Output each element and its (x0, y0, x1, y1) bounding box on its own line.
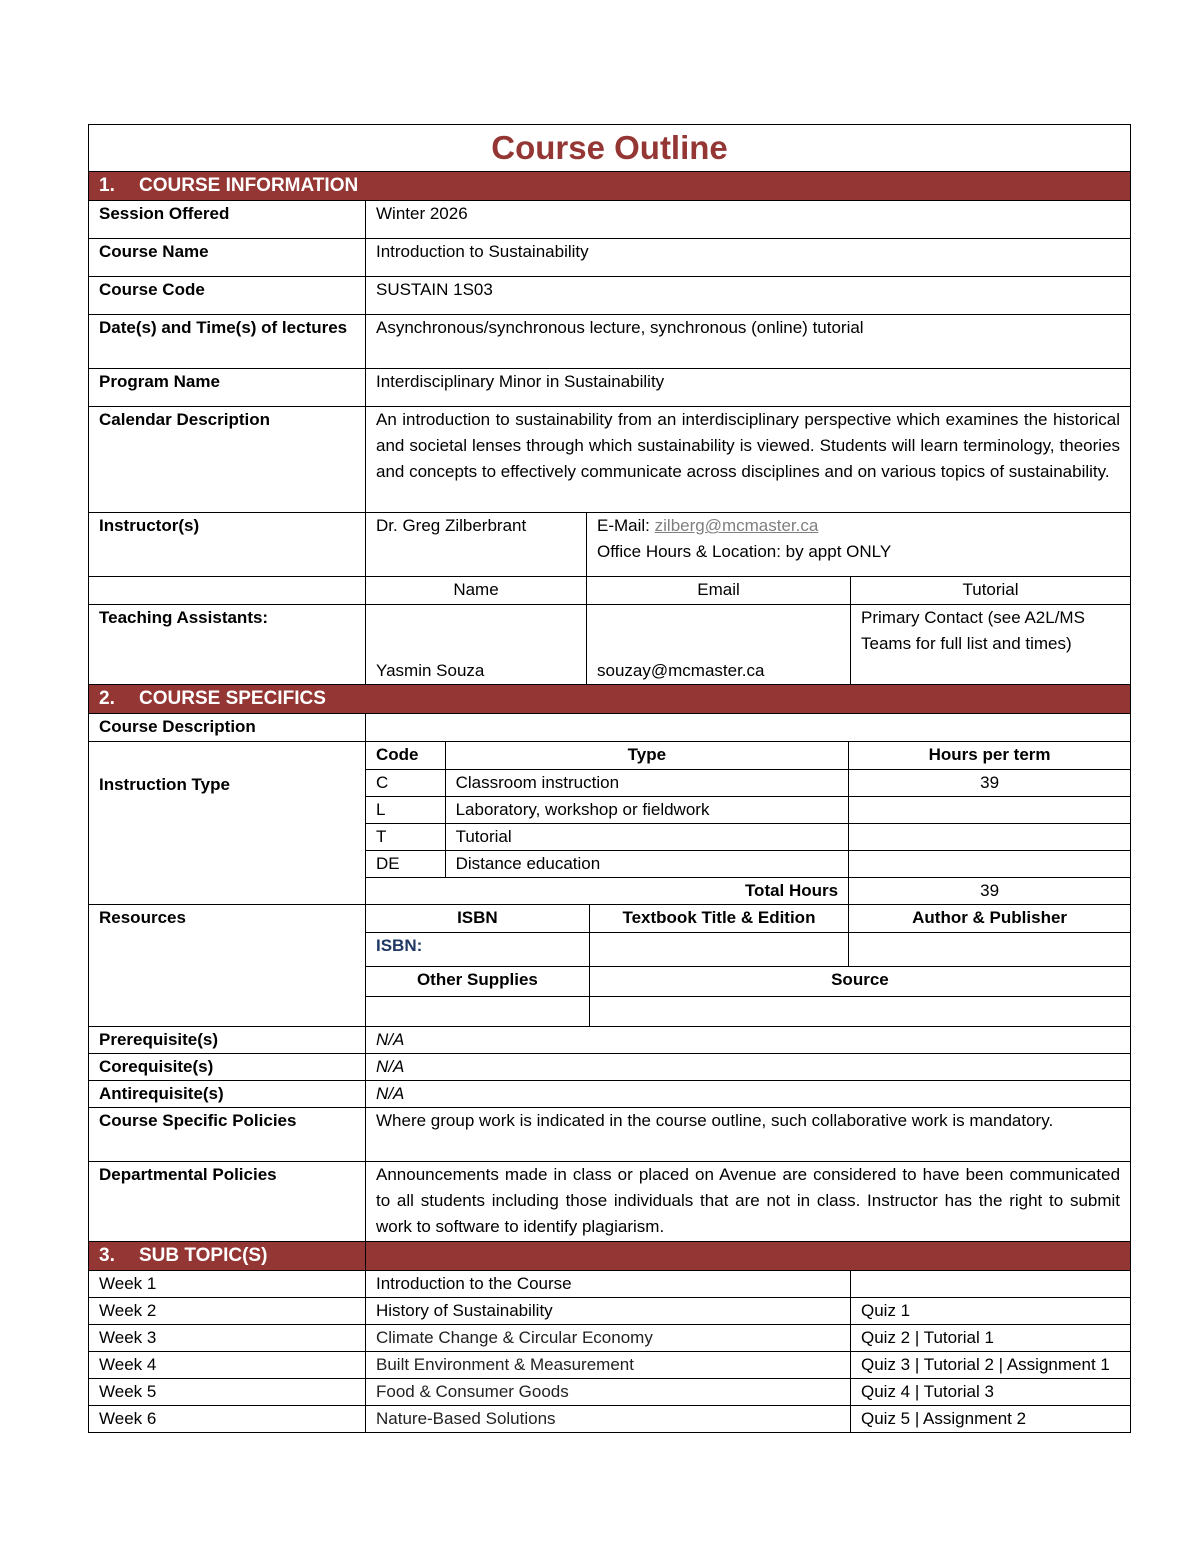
section-header-sub-topics (89, 1242, 1131, 1271)
week-assessment: Quiz 5 | Assignment 2 (851, 1406, 1131, 1433)
course-description-label: Course Description (89, 714, 366, 742)
section-title: COURSE SPECIFICS (139, 688, 326, 709)
table-row (366, 769, 1130, 796)
section-title: COURSE INFORMATION (139, 175, 359, 196)
section-header-course-specifics (89, 685, 1131, 714)
section-header-course-information (89, 172, 1131, 201)
isbn-value: ISBN: (366, 932, 589, 966)
instruction-header-type: Type (445, 742, 849, 769)
instructor-email-link[interactable]: zilberg@mcmaster.ca (654, 516, 819, 535)
resources-cell (366, 905, 1131, 1027)
office-hours: Office Hours & Location: by appt ONLY (597, 542, 892, 561)
week-label: Week 5 (89, 1379, 366, 1406)
instruction-code: C (366, 769, 445, 796)
week-label: Week 2 (89, 1298, 366, 1325)
document-title: Course Outline (89, 125, 1131, 172)
instruction-hours (849, 850, 1130, 877)
ta-email: souzay@mcmaster.ca (587, 605, 851, 685)
row-calendar-description (89, 407, 1131, 513)
source-value (589, 996, 1130, 1026)
instruction-hours (849, 796, 1130, 823)
row-teaching-assistants (89, 605, 1131, 685)
calendar-value: An introduction to sustainability from an interdisciplinary perspective which examines the historical and societal lenses through which sustainability is viewed. Students will learn terminology, theories and concepts to effectively communicate across disciplines and on various topics of sustainability. (366, 407, 1131, 513)
instruction-header-hours: Hours per term (849, 742, 1130, 769)
coreq-value: N/A (366, 1054, 1131, 1081)
week-row (89, 1352, 1131, 1379)
ta-header-empty (89, 577, 366, 605)
antireq-value: N/A (366, 1081, 1131, 1108)
instruction-table (366, 742, 1130, 904)
supplies-header: Other Supplies (366, 966, 589, 996)
dates-value: Asynchronous/synchronous lecture, synchronous (online) tutorial (366, 315, 1131, 369)
table-row (366, 850, 1130, 877)
instruction-code: T (366, 823, 445, 850)
table-row (366, 796, 1130, 823)
week-label: Week 1 (89, 1271, 366, 1298)
instruction-code: DE (366, 850, 445, 877)
week-label: Week 4 (89, 1352, 366, 1379)
week-assessment: Quiz 3 | Tutorial 2 | Assignment 1 (851, 1352, 1131, 1379)
course-policies-label: Course Specific Policies (89, 1108, 366, 1162)
week-row (89, 1325, 1131, 1352)
resource-header-title: Textbook Title & Edition (589, 905, 848, 932)
total-hours-row (366, 877, 1130, 904)
row-course-description (89, 714, 1131, 742)
supplies-value (366, 996, 589, 1026)
instructor-name: Dr. Greg Zilberbrant (366, 513, 587, 577)
instruction-type-label: Instruction Type (89, 742, 366, 905)
row-corequisites (89, 1054, 1131, 1081)
course-outline-table (88, 124, 1131, 1433)
ta-header-tutorial: Tutorial (851, 577, 1131, 605)
ta-header-name: Name (366, 577, 587, 605)
course-code-label: Course Code (89, 277, 366, 315)
section-header-blank (366, 1242, 1131, 1271)
section-number: 3. (99, 1245, 115, 1266)
week-row (89, 1271, 1131, 1298)
resource-header-author: Author & Publisher (849, 905, 1130, 932)
instruction-code: L (366, 796, 445, 823)
section-number: 1. (99, 175, 115, 196)
row-instructor (89, 513, 1131, 577)
coreq-label: Corequisite(s) (89, 1054, 366, 1081)
week-row (89, 1298, 1131, 1325)
row-antirequisites (89, 1081, 1131, 1108)
session-label: Session Offered (89, 201, 366, 239)
prereq-value: N/A (366, 1027, 1131, 1054)
week-topic: Built Environment & Measurement (366, 1352, 851, 1379)
row-course-code (89, 277, 1131, 315)
dept-policies-value: Announcements made in class or placed on Avenue are considered to have been communicated to all students including those individuals that are not in class. Instructor has the right to submit work to software to identify plagiarism. (366, 1162, 1131, 1242)
resources-table (366, 905, 1130, 1026)
week-topic: Climate Change & Circular Economy (366, 1325, 851, 1352)
row-course-specific-policies (89, 1108, 1131, 1162)
row-departmental-policies (89, 1162, 1131, 1242)
instruction-type: Classroom instruction (445, 769, 849, 796)
instruction-hours (849, 823, 1130, 850)
course-name-value: Introduction to Sustainability (366, 239, 1131, 277)
author-publisher-value (849, 932, 1130, 966)
instruction-hours: 39 (849, 769, 1130, 796)
course-policies-value: Where group work is indicated in the course outline, such collaborative work is mandatory. (366, 1108, 1131, 1162)
week-assessment: Quiz 4 | Tutorial 3 (851, 1379, 1131, 1406)
row-prerequisites (89, 1027, 1131, 1054)
week-row (89, 1406, 1131, 1433)
week-assessment (851, 1271, 1131, 1298)
dept-policies-label: Departmental Policies (89, 1162, 366, 1242)
total-hours-label: Total Hours (366, 877, 849, 904)
week-label: Week 3 (89, 1325, 366, 1352)
section-title: SUB TOPIC(S) (139, 1245, 268, 1266)
email-label: E-Mail: (597, 516, 650, 535)
textbook-title-value (589, 932, 848, 966)
week-assessment: Quiz 1 (851, 1298, 1131, 1325)
dates-label: Date(s) and Time(s) of lectures (89, 315, 366, 369)
week-topic: Introduction to the Course (366, 1271, 851, 1298)
program-value: Interdisciplinary Minor in Sustainability (366, 369, 1131, 407)
week-label: Week 6 (89, 1406, 366, 1433)
instruction-type: Distance education (445, 850, 849, 877)
week-assessment: Quiz 2 | Tutorial 1 (851, 1325, 1131, 1352)
row-dates-times (89, 315, 1131, 369)
row-program-name (89, 369, 1131, 407)
ta-label: Teaching Assistants: (89, 605, 366, 685)
instruction-type: Laboratory, workshop or fieldwork (445, 796, 849, 823)
course-code-value: SUSTAIN 1S03 (366, 277, 1131, 315)
instructor-label: Instructor(s) (89, 513, 366, 577)
ta-tutorial: Primary Contact (see A2L/MS Teams for full list and times) (851, 605, 1131, 685)
resource-header-isbn: ISBN (366, 905, 589, 932)
course-outline-document (88, 124, 1130, 1433)
week-topic: Food & Consumer Goods (366, 1379, 851, 1406)
course-description-value (366, 714, 1131, 742)
week-row (89, 1379, 1131, 1406)
ta-name: Yasmin Souza (366, 605, 587, 685)
resources-label: Resources (89, 905, 366, 1027)
antireq-label: Antirequisite(s) (89, 1081, 366, 1108)
week-topic: Nature-Based Solutions (366, 1406, 851, 1433)
instruction-type-cell (366, 742, 1131, 905)
instruction-header-code: Code (366, 742, 445, 769)
course-name-label: Course Name (89, 239, 366, 277)
prereq-label: Prerequisite(s) (89, 1027, 366, 1054)
week-topic: History of Sustainability (366, 1298, 851, 1325)
instructor-contact (587, 513, 1131, 577)
session-value: Winter 2026 (366, 201, 1131, 239)
row-session-offered (89, 201, 1131, 239)
row-ta-headers (89, 577, 1131, 605)
row-instruction-type (89, 742, 1131, 905)
ta-header-email: Email (587, 577, 851, 605)
row-resources (89, 905, 1131, 1027)
program-label: Program Name (89, 369, 366, 407)
section-number: 2. (99, 688, 115, 709)
total-hours-value: 39 (849, 877, 1130, 904)
table-row (366, 823, 1130, 850)
instruction-type: Tutorial (445, 823, 849, 850)
source-header: Source (589, 966, 1130, 996)
calendar-label: Calendar Description (89, 407, 366, 513)
row-course-name (89, 239, 1131, 277)
